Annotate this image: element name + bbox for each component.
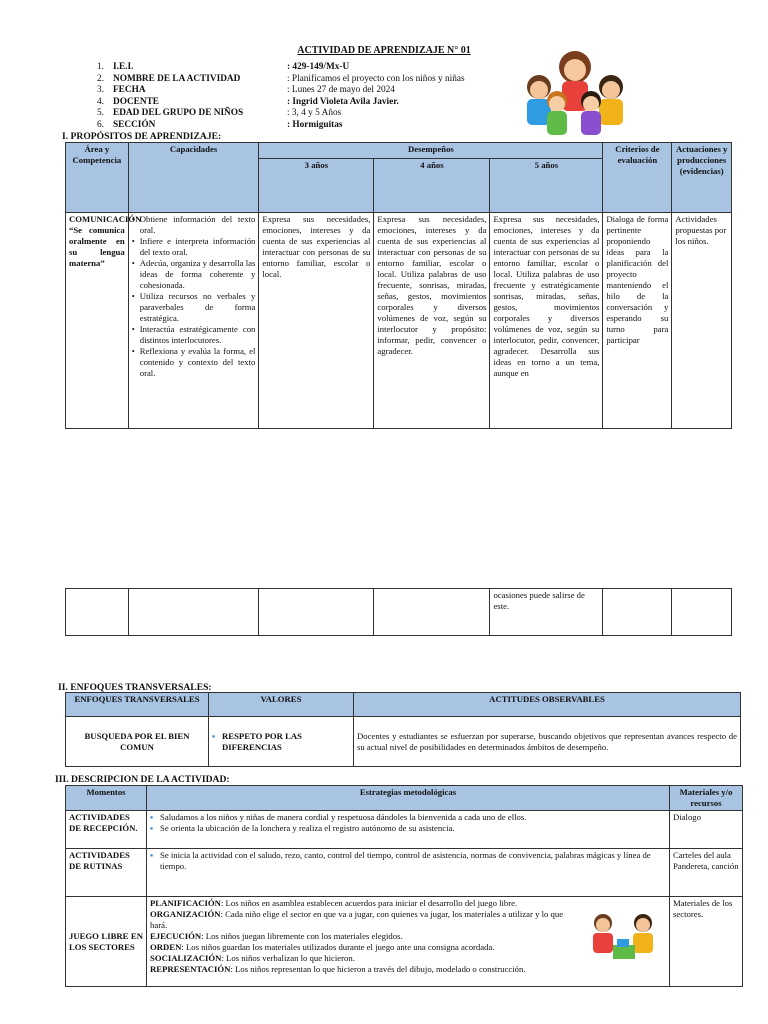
header-performances: Desempeños xyxy=(259,143,603,159)
info-row xyxy=(97,97,517,109)
valor-item: ▪ RESPETO POR LAS DIFERENCIAS xyxy=(212,731,350,753)
info-label: EDAD DEL GRUPO DE NIÑOS xyxy=(113,108,244,118)
page-title: ACTIVIDAD DE APRENDIZAJE N° 01 xyxy=(297,45,471,56)
resource-routines: Carteles del aula Pandereta, canción xyxy=(670,849,743,897)
step-key: ORDEN xyxy=(150,942,182,952)
header-momentos: Momentos xyxy=(66,786,147,811)
info-label: NOMBRE DE LA ACTIVIDAD xyxy=(113,73,241,84)
info-row xyxy=(97,62,517,74)
performance-4: Expresa sus necesidades, emociones, intereses y da cuenta de sus experiencias al interactuar con personas de su entorno familiar, escolar o local. Utiliza palabras de uso frecuente, sonrisas, miradas, señas, gestos, movimientos corporales y diversos volúmenes de voz, según su interlocutor y propósito: informar, pedir, convencer o agradecer. xyxy=(374,213,490,429)
info-row xyxy=(97,74,517,86)
header-5-years: 5 años xyxy=(490,159,603,213)
performance-5: Expresa sus necesidades, emociones, intereses y da cuenta de sus experiencias al interactuar con personas de su entorno familiar, escolar o local. Utiliza palabras de uso frecuente y estratégicamente sonrisas, miradas, señas, gestos, movimientos corporales y diversos volúmenes de voz, según su interlocutor, pedir, convencer, agradecer. Desarrolla sus ideas en torno a un tema, aunque en xyxy=(490,213,603,429)
free-play-step xyxy=(150,942,582,953)
info-value: : 429-149/Mx-U xyxy=(287,62,350,72)
info-number: 2. xyxy=(97,73,104,84)
header-capacities: Capacidades xyxy=(128,143,259,213)
header-estrategias: Estrategias metodológicas xyxy=(147,786,670,811)
step-key: REPRESENTACIÓN xyxy=(150,964,231,974)
transversal-table xyxy=(65,692,741,767)
capacity-item: • Adecúa, organiza y desarrolla las ideas de forma coherente y cohesionada. xyxy=(132,258,256,291)
competence-name: “Se comunica oralmente en su lengua materna” xyxy=(69,225,125,268)
area-name: COMUNICACIÓN xyxy=(69,214,142,224)
area-cell xyxy=(66,213,142,429)
header-criteria: Criterios de evaluación xyxy=(603,143,672,213)
routine-item: ▪ Se inicia la actividad con el saludo, rezo, canto, control del tiempo, control de asistencia, normas de convivencia, palabras mágicas y línea de tiempo. xyxy=(150,850,666,872)
step-text: : Cada niño elige el sector en que va a jugar, con quienes va jugar, los materiales a utilizar y lo que hará. xyxy=(150,909,564,930)
header-3-years: 3 años xyxy=(259,159,374,213)
header-evidence: Actuaciones y producciones (evidencias) xyxy=(672,143,732,213)
performance-5-continued: ocasiones puede salirse de este. xyxy=(490,589,603,636)
step-text: : Los niños juegan libremente con los materiales elegidos. xyxy=(201,931,403,941)
header-actitudes: ACTITUDES OBSERVABLES xyxy=(354,693,741,717)
moment-routines: ACTIVIDADES DE RUTINAS xyxy=(66,849,147,897)
free-play-step xyxy=(150,953,582,964)
info-row xyxy=(97,85,517,97)
enfoque-cell: BUSQUEDA POR EL BIEN COMUN xyxy=(66,717,209,767)
info-list xyxy=(97,62,517,131)
actitudes-cell: Docentes y estudiantes se esfuerzan por superarse, buscando objetivos que representan avances respecto de su actual nivel de posibilidades en determinados ámbitos de desempeño. xyxy=(354,717,741,767)
reception-item: ▪ Saludamos a los niños y niñas de manera cordial y respetuosa dándoles la bienvenida a cada uno de ellos. xyxy=(150,812,666,823)
purposes-table-continued xyxy=(65,588,732,636)
free-play-step xyxy=(150,964,582,975)
free-play-step xyxy=(150,909,582,931)
children-illustration xyxy=(515,45,633,137)
info-value: : 3, 4 y 5 Años xyxy=(287,108,342,118)
section-2-heading: II. ENFOQUES TRANSVERSALES: xyxy=(58,682,212,693)
step-key: ORGANIZACIÓN xyxy=(150,909,221,919)
info-value: : Lunes 27 de mayo del 2024 xyxy=(287,85,395,95)
free-play-step xyxy=(150,898,582,909)
info-number: 5. xyxy=(97,108,104,118)
info-value: : Planificamos el proyecto con los niños y niñas xyxy=(287,73,465,84)
header-area: Área y Competencia xyxy=(66,143,129,213)
resource-reception: Dialogo xyxy=(670,811,743,849)
step-text: : Los niños verbalizan lo que hicieron. xyxy=(221,953,355,963)
resource-free-play: Materiales de los sectores. xyxy=(670,897,743,987)
capacity-item: • Obtiene información del texto oral. xyxy=(132,214,256,236)
section-3-heading: III. DESCRIPCION DE LA ACTIVIDAD: xyxy=(55,774,230,785)
capacity-item: • Infiere e interpreta información del texto oral. xyxy=(132,236,256,258)
step-key: PLANIFICACIÓN xyxy=(150,898,221,908)
free-play-step xyxy=(150,931,582,942)
header-materiales: Materiales y/o recursos xyxy=(670,786,743,811)
info-label: SECCIÓN xyxy=(113,119,156,130)
info-label: FECHA xyxy=(113,85,146,95)
strategy-routines xyxy=(147,849,670,897)
step-text: : Los niños guardan los materiales utilizados durante el juego ante una consigna acordada. xyxy=(181,942,495,952)
info-number: 3. xyxy=(97,85,104,95)
info-value: : Hormiguitas xyxy=(287,119,343,130)
info-number: 6. xyxy=(97,119,104,130)
evidence-cell: Actividades propuestas por los niños. xyxy=(672,213,732,429)
moment-free-play: JUEGO LIBRE EN LOS SECTORES xyxy=(66,897,147,987)
reception-item: ▪ Se orienta la ubicación de la lonchera y realiza el registro autónomo de su asistencia. xyxy=(150,823,666,834)
capacity-item: • Utiliza recursos no verbales y paraverbales de forma estratégica. xyxy=(132,291,256,324)
step-text: : Los niños en asamblea establecen acuerdos para iniciar el desarrollo del juego libre. xyxy=(220,898,518,908)
step-text: : Los niños representan lo que hicieron a través del dibujo, modelado o construcción. xyxy=(230,964,526,974)
step-key: SOCIALIZACIÓN xyxy=(150,953,222,963)
header-enfoques: ENFOQUES TRANSVERSALES xyxy=(66,693,209,717)
info-number: 1. xyxy=(97,62,104,72)
header-4-years: 4 años xyxy=(374,159,490,213)
moment-reception: ACTIVIDADES DE RECEPCIÓN. xyxy=(66,811,147,849)
kids-playing-illustration xyxy=(585,911,663,963)
capacity-item: • Reflexiona y evalúa la forma, el contenido y contexto del texto oral. xyxy=(132,346,256,379)
valor-cell xyxy=(209,717,354,767)
activity-table xyxy=(65,785,743,987)
step-key: EJECUCIÓN xyxy=(150,931,202,941)
criteria-cell: Dialoga de forma pertinente proponiendo ideas para la planificación del proyecto manteniendo el hilo de la conversación y esperando su turno para participar xyxy=(603,213,672,429)
header-valores: VALORES xyxy=(209,693,354,717)
capacity-item: • Interactúa estratégicamente con distintos interlocutores. xyxy=(132,324,256,346)
info-row xyxy=(97,108,517,120)
strategy-free-play xyxy=(147,897,670,987)
info-label: DOCENTE xyxy=(113,96,159,107)
strategy-reception xyxy=(147,811,670,849)
info-value: : Ingrid Violeta Avila Javier. xyxy=(287,96,399,107)
performance-3: Expresa sus necesidades, emociones, intereses y da cuenta de sus experiencias al interactuar con personas de su entorno familiar, escolar o local. xyxy=(259,213,374,429)
info-label: I.E.I. xyxy=(113,62,134,72)
capacities-cell xyxy=(128,213,259,429)
purposes-table xyxy=(65,142,732,429)
info-row xyxy=(97,120,517,132)
info-number: 4. xyxy=(97,96,104,107)
section-1-heading: I. PROPÓSITOS DE APRENDIZAJE: xyxy=(62,131,222,142)
